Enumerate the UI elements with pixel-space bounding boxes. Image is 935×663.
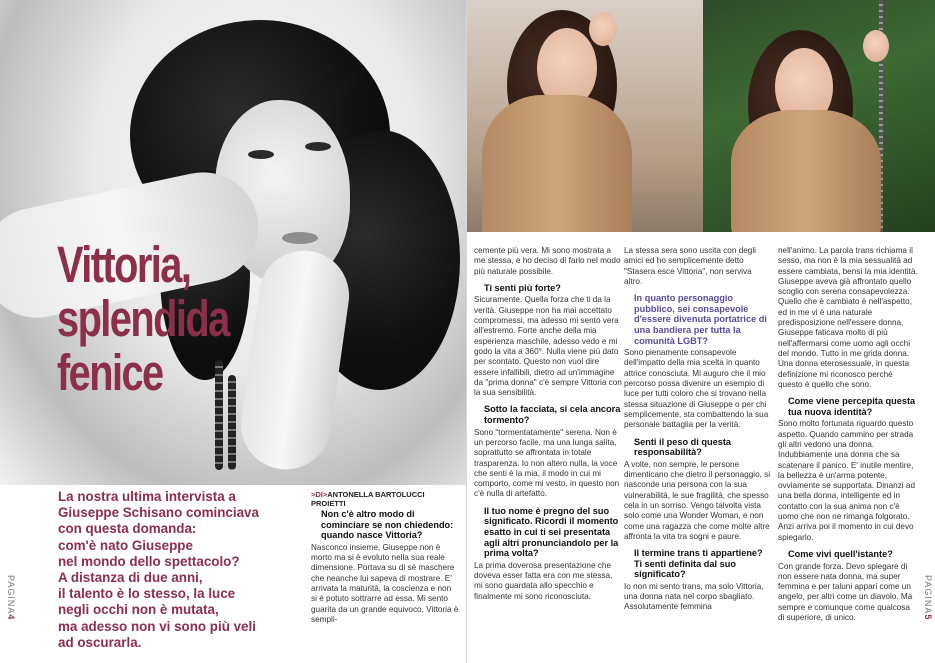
lead-line: ma adesso non vi sono più veli xyxy=(58,618,256,634)
answer-paragraph: A volte, non sempre, le persone dimenticano che dietro il personaggio, si nasconde una persona con la sua vulnerabilità, le sue fragilità, che spesso cela in un sorriso. Vengo talvolta vista solo come una Wonder Woman, e non come una ragazza che come molte altre affronta la vita tra sogni e paure. xyxy=(624,459,771,541)
question-heading: Il termine trans ti appartiene? Ti senti definita dal suo significato? xyxy=(634,548,763,580)
answer-paragraph: La prima doverosa presentazione che doveva esser fatta era con me stessa, mi sono guardata allo specchio e finalmente mi sono riconosciuta. xyxy=(474,560,613,601)
lead-line: negli occhi non è mutata, xyxy=(58,602,219,618)
lead-line: il talento è lo stesso, la luce xyxy=(58,586,236,602)
page-label: PAGINA xyxy=(923,575,933,615)
answer-paragraph: Sicuramente. Quella forza che ti da la verità. Giuseppe non ha mai accettato compromessi, ma adesso mi sento vera all'estremo. Forte anche della mia esperienza maschile, adesso vedo e mi godo la vita a 360°. Nulla viene più dato per scontato. Questo non vuol dire essere infallibili, dietro ad un'immagine da "prima donna" c'è sempre Vittoria con la sua sensibilità. xyxy=(474,295,622,398)
text-column-3 xyxy=(624,246,772,613)
photo-coat-shape xyxy=(482,95,632,232)
photo-hand-shape xyxy=(863,30,889,62)
answer-paragraph: Con grande forza. Devo spiegare di non essere nata donna, ma super femmina e per taluni appari come un angelo, per altri come un diavolo. Ma sempre e comunque come qualcosa di superiore, di unico. xyxy=(778,561,913,622)
text-column-2 xyxy=(474,246,622,602)
portrait-necklace-shape xyxy=(215,360,223,470)
lead-line: ad oscurarla. xyxy=(58,634,142,650)
lead-line: La nostra ultima intervista a xyxy=(58,489,236,504)
page-number-left xyxy=(6,575,16,620)
text-column-4 xyxy=(778,246,918,623)
color-photo-swing xyxy=(703,0,935,232)
portrait-arm-shape xyxy=(235,245,355,475)
lead-line: com'è nato Giuseppe xyxy=(58,537,193,553)
title-line: fenice xyxy=(57,344,163,401)
lead-line: Giuseppe Schisano cominciava xyxy=(58,505,259,521)
title-line: splendida xyxy=(57,290,229,347)
question-heading: Non c'è altro modo di cominciare se non chiedendo: quando nasce Vittoria? xyxy=(321,509,454,541)
color-photo-laughing xyxy=(467,0,703,232)
photo-hand-shape xyxy=(589,12,617,46)
lead-line: A distanza di due anni, xyxy=(58,570,203,586)
text-column-1 xyxy=(311,509,459,625)
answer-paragraph: cemente più vera. Mi sono mostrata a me stessa, e ho deciso di farlo nel modo più naturale possibile. xyxy=(474,246,621,276)
page-number: 5 xyxy=(923,614,933,621)
page-number: 4 xyxy=(6,614,16,621)
answer-paragraph: Sono pienamente consapevole dell'impatto della mia scelta in quanto attrice conosciuta. Mi auguro che il mio percorso possa divenire un esempio di luce per tutti coloro che si trovano nella stessa situazione di Giuseppe o per chi semplicemente, sta combattendo la sua personale battaglia per la verità. xyxy=(624,348,769,430)
page-number-right xyxy=(923,575,933,620)
question-heading: Senti il peso di questa responsabilità? xyxy=(634,436,731,458)
article-byline xyxy=(311,490,461,508)
answer-paragraph: La stessa sera sono uscita con degli amici ed ho semplicemente detto "Stasera esce Vittoria", non serviva altro. xyxy=(624,246,756,286)
lead-line: con questa domanda: xyxy=(58,521,197,537)
portrait-eye-shape xyxy=(305,142,331,151)
question-heading: In quanto personaggio pubblico, sei consapevole d'essere divenuta portatrice di una bandiera per tutta la comunità LGBT? xyxy=(634,293,767,346)
left-page xyxy=(0,0,467,663)
lead-line: nel mondo dello spettacolo? xyxy=(58,553,240,569)
answer-paragraph: Nasconco insieme, Giuseppe non è morto ma si è evoluto nella sua reale dimensione. Portava su di sé maschere che neanche lui sapeva di mostrare. E' arrivata la maturità, la coscienza e non si è potuto sottrarre ad essa. Mi sento guarita da un grande equivoco, Vittoria è sempli- xyxy=(311,542,459,624)
portrait-lips-shape xyxy=(282,232,318,244)
page-label: PAGINA xyxy=(6,575,16,615)
answer-paragraph: nell'animo. La parola trans richiama il sesso, ma non è la mia sessualità ad essere cambiata, bensì la mia identità. Giuseppe aveva già affrontato quello scoglio con serena consapevolezza. Quello che è cambiato è nell'aspetto, ed in me vi è una naturale predisposizione nell'essere donna, Giuseppe faticava molto di più nell'affermarsi come uomo agli occhi del mondo. Tutto in me grida donna. xyxy=(778,246,918,358)
right-page xyxy=(467,0,935,663)
question-heading: Come viene percepita questa tua nuova identità? xyxy=(788,396,916,417)
photo-coat-shape xyxy=(731,110,881,232)
question-heading: Come vivi quell'istante? xyxy=(788,548,893,559)
portrait-eye-shape xyxy=(248,150,274,159)
title-line: Vittoria, xyxy=(57,236,191,293)
answer-paragraph: Una donna eterosessuale, in questa definizione mi riconosco perché questo è quello che sono. xyxy=(778,359,910,389)
article-lead xyxy=(58,489,298,651)
answer-paragraph: Io non mi sento trans, ma solo Vittoria, una donna nata nel corpo sbagliato. Assolutamente femmina xyxy=(624,581,764,612)
byline-prefix: >DI> xyxy=(311,490,328,499)
article-title xyxy=(57,236,229,401)
portrait-necklace-shape xyxy=(228,375,236,470)
question-heading: Il tuo nome è pregno del suo significato. Ricordi il momento esatto in cui ti sei presentata agli altri pronunciandolo per la prima volta? xyxy=(484,505,619,559)
byline-name: ANTONELLA BARTOLUCCI PROIETTI xyxy=(311,490,425,508)
question-heading: Sotto la facciata, si cela ancora tormento? xyxy=(484,404,621,426)
answer-paragraph: Sono molto fortunata riguardo questo aspetto. Quando cammino per strada gli altri vedono una donna. Indubbiamente una donna che sa scatenare il panico. E' inutile mentire, la bellezza è un'arma potente, ovviamente se supportata. Dinanzi ad una bella donna, intelligente ed in contatto con la sua anima non c'è uomo che non ne rimanga folgorato. Anzi arriva poi il momento in cui devo spiegarlo. xyxy=(778,419,915,542)
answer-paragraph: Sono "tormentatamente" serena. Non è un percorso facile, ma una lunga salita, soprattutto se affrontata in totale trasparenza. Io non altero nulla, la voce che senti è la mia, il modo in cui mi comporto, come mi vesto, in questo non c'è nulla di artefatto. xyxy=(474,427,620,499)
question-heading: Ti senti più forte? xyxy=(484,282,561,293)
